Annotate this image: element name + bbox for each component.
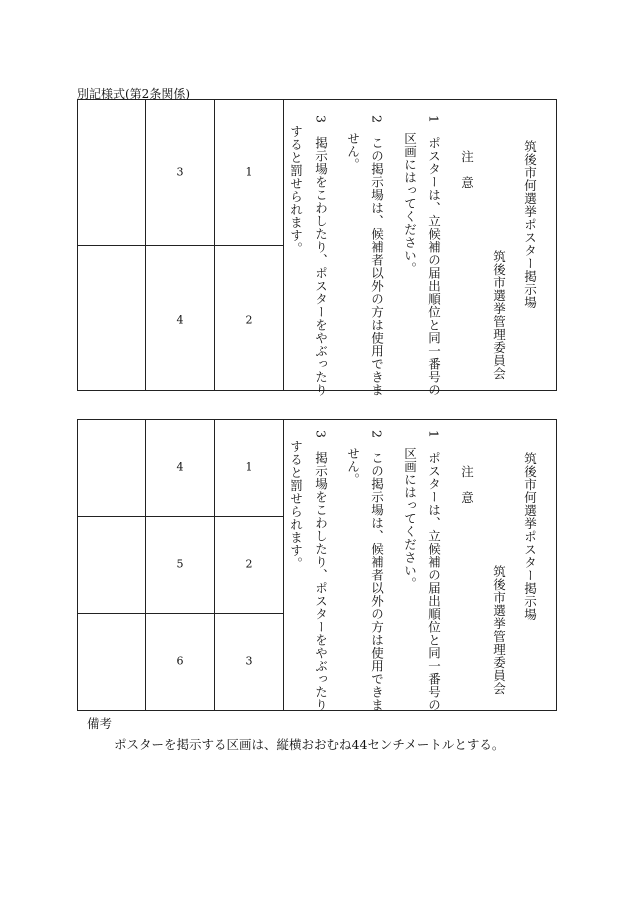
row-divider: [77, 613, 283, 614]
section-number: 4: [176, 313, 184, 327]
note-3-line1: 3 掲示場をこわしたり、ポスターをやぶったり: [313, 430, 329, 712]
section-number: 1: [245, 165, 253, 179]
form-title: 筑後市何選挙ポスター掲示場: [522, 452, 538, 621]
column-divider: [145, 419, 146, 711]
column-divider: [283, 419, 284, 711]
note-1-line2: 区画にはってください。: [402, 447, 418, 590]
form-heading: 別記様式(第2条関係): [77, 87, 190, 101]
row-divider: [77, 245, 283, 246]
note-1-line2: 区画にはってください。: [402, 132, 418, 275]
remarks-text: ポスターを掲示する区画は、縦横おおむね44センチメートルとする。: [114, 737, 505, 752]
section-number: 3: [176, 165, 184, 179]
note-2-line2: せん。: [345, 447, 361, 486]
section-number: 5: [176, 557, 184, 571]
section-number: 2: [245, 557, 253, 571]
section-number: 4: [176, 460, 184, 474]
note-3-line2: すると罰せられます。: [288, 125, 304, 255]
note-3-line2: すると罰せられます。: [288, 440, 304, 570]
section-number: 2: [245, 313, 253, 327]
note-2-line1: 2 この掲示場は、候補者以外の方は使用できま: [369, 115, 385, 397]
committee-name: 筑後市選挙管理委員会: [491, 250, 507, 380]
column-divider: [214, 419, 215, 711]
notice-label: 注 意: [459, 465, 475, 504]
note-2-line2: せん。: [345, 132, 361, 171]
section-number: 3: [245, 654, 253, 668]
section-number: 6: [176, 654, 184, 668]
committee-name: 筑後市選挙管理委員会: [491, 565, 507, 695]
notice-label: 注 意: [459, 150, 475, 189]
row-divider: [77, 516, 283, 517]
remarks-label: 備考: [87, 716, 113, 731]
note-2-line1: 2 この掲示場は、候補者以外の方は使用できま: [369, 430, 385, 712]
form-title: 筑後市何選挙ポスター掲示場: [522, 140, 538, 309]
column-divider: [283, 99, 284, 391]
note-1-line1: 1 ポスターは、立候補の届出順位と同一番号の: [426, 115, 442, 397]
note-1-line1: 1 ポスターは、立候補の届出順位と同一番号の: [426, 430, 442, 712]
note-3-line1: 3 掲示場をこわしたり、ポスターをやぶったり: [313, 115, 329, 397]
section-number: 1: [245, 460, 253, 474]
